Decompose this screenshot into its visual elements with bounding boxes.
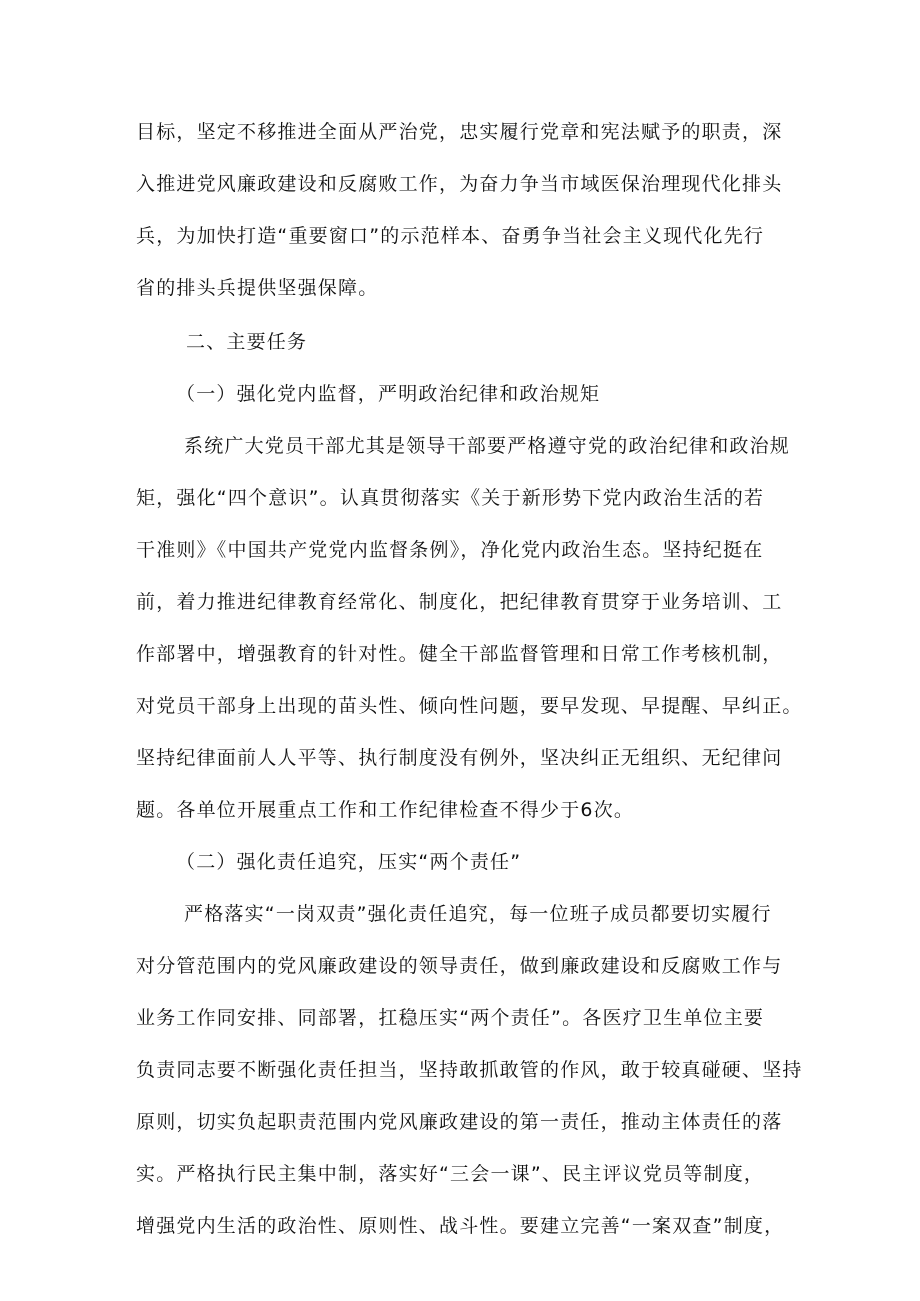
text-line: 增强党内生活的政治性、原则性、战斗性。要建立完善“一案双查”制度，	[136, 1215, 785, 1237]
text-line: 干准则》《中国共产党党内监督条例》，净化党内政治生态。坚持纪挺在	[136, 539, 764, 561]
subsection-heading: （二）强化责任追究，压实“两个责任”	[176, 851, 522, 873]
text-line: 负责同志要不断强化责任担当，坚持敢抓敢管的作风，敢于较真碰硬、坚持	[136, 1059, 803, 1081]
text-line: 省的排头兵提供坚强保障。	[136, 277, 379, 299]
text-line: 对分管范围内的党风廉政建设的领导责任，做到廉政建设和反腐败工作与	[136, 955, 783, 977]
text-line: 严格落实“一岗双责”强化责任追究，每一位班子成员都要切实履行	[184, 903, 772, 925]
text-line: 兵，为加快打造“重要窗口”的示范样本、奋勇争当社会主义现代化先行	[136, 225, 765, 247]
subsection-heading: （一）强化党内监督，严明政治纪律和政治规矩	[176, 383, 601, 405]
text-line: 矩，强化“四个意识”。认真贯彻落实《关于新形势下党内政治生活的若	[136, 487, 765, 509]
text-line: 作部署中，增强教育的针对性。健全干部监督管理和日常工作考核机制，	[136, 643, 783, 665]
text-line: 前，着力推进纪律教育经常化、制度化，把纪律教育贯穿于业务培训、工	[136, 591, 783, 613]
text-line: 坚持纪律面前人人平等、执行制度没有例外，坚决纠正无组织、无纪律问	[136, 747, 783, 769]
text-line: 原则，切实负起职责范围内党风廉政建设的第一责任，推动主体责任的落	[136, 1111, 783, 1133]
section-heading: 二、主要任务	[186, 331, 308, 353]
text-line: 业务工作同安排、同部署，扛稳压实“两个责任”。各医疗卫生单位主要	[136, 1007, 765, 1029]
text-line: 入推进党风廉政建设和反腐败工作，为奋力争当市域医保治理现代化排头	[136, 173, 783, 195]
text-line: 实。严格执行民主集中制，落实好“三会一课”、民主评议党员等制度，	[136, 1163, 765, 1185]
text-line: 目标，坚定不移推进全面从严治党，忠实履行党章和宪法赋予的职责，深	[136, 121, 783, 143]
text-line: 对党员干部身上出现的苗头性、倾向性问题，要早发现、早提醒、早纠正。	[136, 695, 803, 717]
text-line: 系统广大党员干部尤其是领导干部要严格遵守党的政治纪律和政治规	[184, 435, 791, 457]
text-line: 题。各单位开展重点工作和工作纪律检查不得少于6次。	[136, 799, 635, 821]
